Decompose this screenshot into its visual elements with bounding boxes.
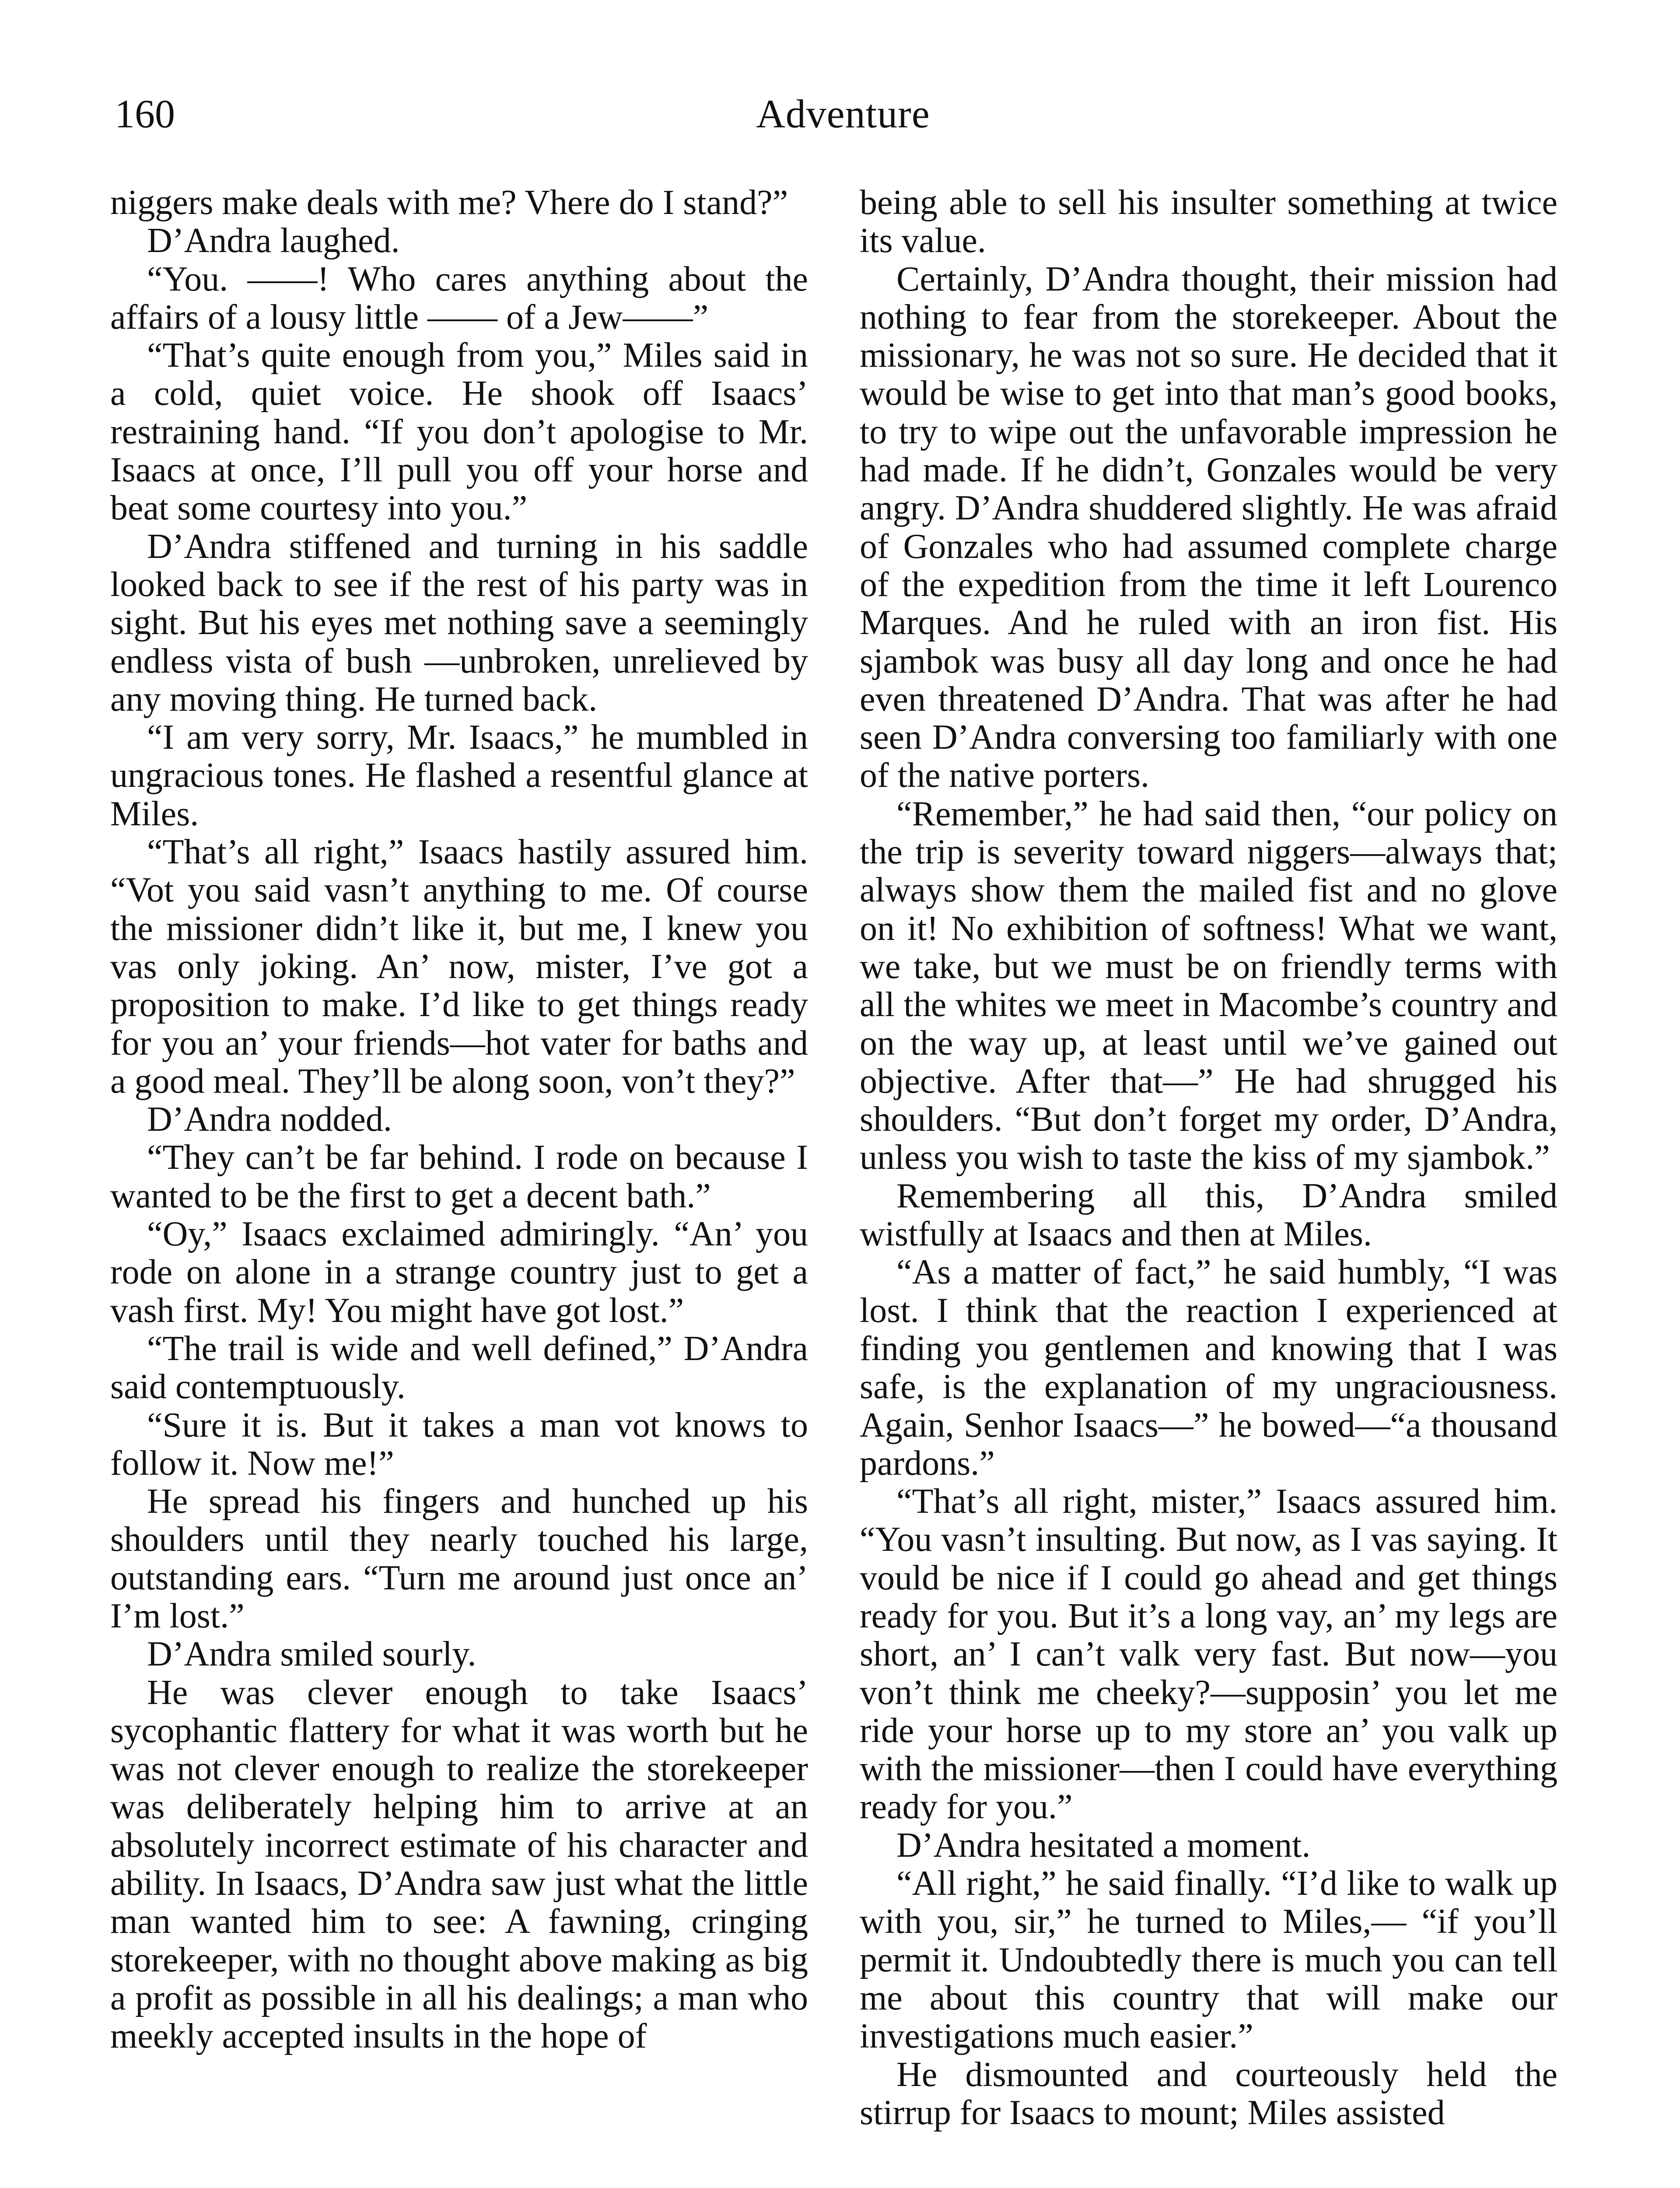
paragraph: “All right,” he said finally. “I’d like to walk up with you, sir,” he turned to Miles,— “if you’ll permit it. Undoubtedly there is much you can tell me about this country that will make our investigations much easier.”: [860, 1864, 1558, 2056]
page-number: 160: [115, 91, 175, 136]
page-header: [115, 88, 1572, 140]
paragraph: He dismounted and courteously held the stirrup for Isaacs to mount; Miles assisted: [860, 2055, 1558, 2132]
paragraph: being able to sell his insulter something at twice its value.: [860, 183, 1558, 260]
paragraph: He spread his fingers and hunched up his shoulders until they nearly touched his large, outstanding ears. “Turn me around just once an’ I’m lost.”: [110, 1482, 808, 1635]
paragraph: “Sure it is. But it takes a man vot knows to follow it. Now me!”: [110, 1406, 808, 1483]
paragraph: “Remember,” he had said then, “our policy on the trip is severity toward niggers—always that; always show them the mailed fist and no glove on it! No exhibition of softness! What we want, we take, but we must be on friendly terms with all the whites we meet in Macombe’s country and on the way up, at least until we’ve gained out objective. After that—” He had shrugged his shoulders. “But don’t forget my order, D’Andra, unless you wish to taste the kiss of my sjambok.”: [860, 794, 1558, 1177]
right-text-column: [860, 184, 1558, 2132]
paragraph: Certainly, D’Andra thought, their mission had nothing to fear from the storekeeper. About the missionary, he was not so sure. He decided that it would be wise to get into that man’s good books, to try to wipe out the unfavorable impression he had made. If he didn’t, Gonzales would be very angry. D’Andra shuddered slightly. He was afraid of Gonzales who had assumed complete charge of the expedition from the time it left Lourenco Marques. And he ruled with an iron fist. His sjambok was busy all day long and once he had even threatened D’Andra. That was after he had seen D’Andra conversing too familiarly with one of the native porters.: [860, 259, 1558, 795]
paragraph: “As a matter of fact,” he said humbly, “I was lost. I think that the reaction I experienced at finding you gentlemen and knowing that I was safe, is the explanation of my ungraciousness. Again, Senhor Isaacs—” he bowed—“a thousand pardons.”: [860, 1253, 1558, 1483]
paragraph: D’Andra nodded.: [147, 1100, 392, 1139]
paragraph: D’Andra smiled sourly.: [147, 1635, 476, 1674]
paragraph: “They can’t be far behind. I rode on because I wanted to be the first to get a decent bath.”: [110, 1138, 808, 1215]
paragraph: “That’s quite enough from you,” Miles said in a cold, quiet voice. He shook off Isaacs’ restraining hand. “If you don’t apologise to Mr. Isaacs at once, I’ll pull you off your horse and beat some courtesy into you.”: [110, 336, 808, 528]
paragraph: D’Andra hesitated a moment.: [896, 1826, 1311, 1865]
paragraph: Remembering all this, D’Andra smiled wistfully at Isaacs and then at Miles.: [860, 1176, 1558, 1254]
paragraph: “You. ——! Who cares anything about the affairs of a lousy little —— of a Jew——”: [110, 259, 808, 337]
paragraph: D’Andra stiffened and turning in his saddle looked back to see if the rest of his party was in sight. But his eyes met nothing save a seemingly endless vista of bush —unbroken, unrelieved by any moving thing. He turned back.: [110, 527, 808, 719]
paragraph: He was clever enough to take Isaacs’ sycophantic flattery for what it was worth but he was not clever enough to realize the storekeeper was deliberately helping him to arrive at an absolutely incorrect estimate of his character and ability. In Isaacs, D’Andra saw just what the little man wanted him to see: A fawning, cringing storekeeper, with no thought above making as big a profit as possible in all his dealings; a man who meekly accepted insults in the hope of: [110, 1673, 808, 2056]
paragraph: “Oy,” Isaacs exclaimed admiringly. “An’ you rode on alone in a strange country just to get a vash first. My! You might have got lost.”: [110, 1215, 808, 1330]
paragraph: “That’s all right, mister,” Isaacs assured him. “You vasn’t insulting. But now, as I vas saying. It vould be nice if I could go ahead and get things ready for you. But it’s a long vay, an’ my legs are short, an’ I can’t valk very fast. But now—you von’t think me cheeky?—supposin’ you let me ride your horse up to my store an’ you valk up with the missioner—then I could have everything ready for you.”: [860, 1482, 1558, 1827]
running-head-title: Adventure: [756, 91, 930, 136]
paragraph: “The trail is wide and well defined,” D’Andra said contemptuously.: [110, 1329, 808, 1406]
paragraph: D’Andra laughed.: [147, 221, 400, 260]
paragraph: “That’s all right,” Isaacs hastily assured him. “Vot you said vasn’t anything to me. Of course the missioner didn’t like it, but me, I knew you vas only joking. An’ now, mister, I’ve got a proposition to make. I’d like to get things ready for you an’ your friends—hot vater for baths and a good meal. They’ll be along soon, von’t they?”: [110, 833, 808, 1101]
paragraph: niggers make deals with me? Vhere do I stand?”: [110, 183, 788, 222]
paragraph: “I am very sorry, Mr. Isaacs,” he mumbled in ungracious tones. He flashed a resentful glance at Miles.: [110, 718, 808, 833]
left-text-column: [110, 184, 808, 2056]
